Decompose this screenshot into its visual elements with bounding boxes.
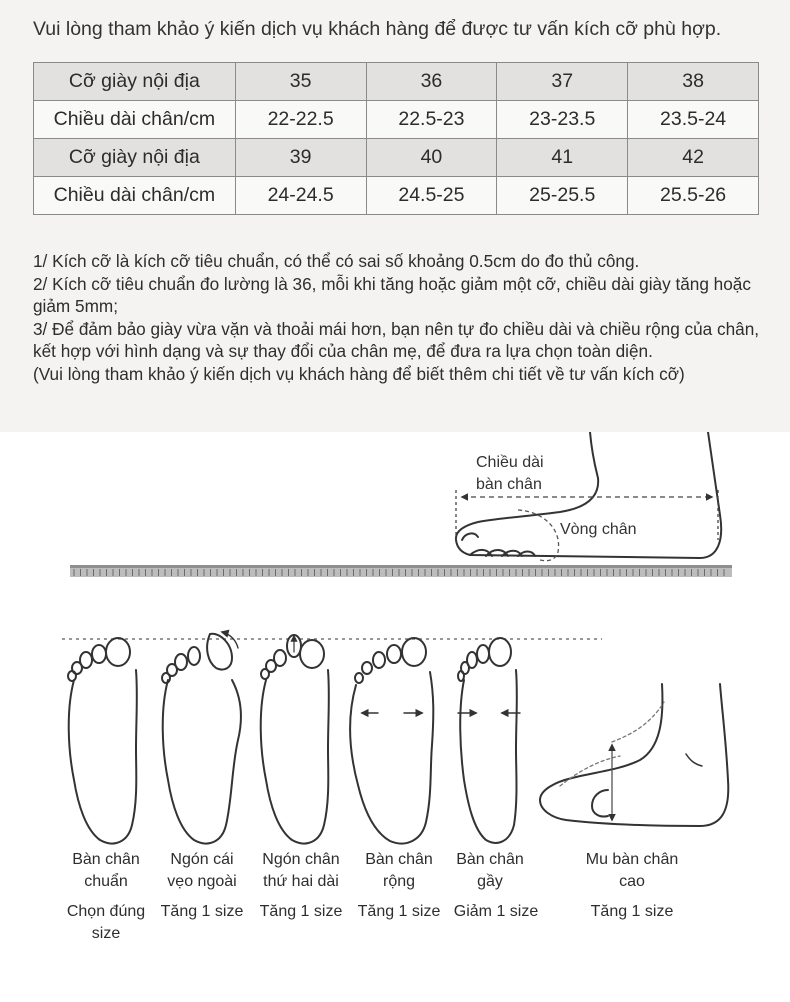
size-advice	[249, 901, 353, 923]
advice-line: Giảm 1 size	[453, 903, 539, 920]
caption-line: Mu bàn chân	[585, 851, 679, 868]
table-cell: Chiều dài chân/cm	[34, 101, 236, 139]
table-cell: 24.5-25	[366, 177, 497, 215]
table-cell: 41	[497, 139, 628, 177]
wide-foot-drawing	[350, 638, 433, 844]
caption-line: rộng	[382, 873, 416, 890]
table-cell: 23.5-24	[628, 101, 759, 139]
note-3: 3/ Để đảm bảo giày vừa vặn và thoải mái hơn, bạn nên tự đo chiều dài và chiều rộng của chân, kết hợp với hình dạng và sự thay đổi của chân mẹ, để đưa ra lựa chọn toàn diện.	[33, 318, 760, 361]
table-row	[34, 177, 759, 215]
foot-type-caption	[249, 849, 353, 893]
foot-type-caption	[438, 849, 542, 893]
size-advice	[580, 901, 684, 923]
caption-line: Ngón chân	[262, 851, 340, 868]
caption-line: Bàn chân	[456, 851, 524, 868]
length-label-line: bàn chân	[476, 476, 542, 493]
table-cell: 22.5-23	[366, 101, 497, 139]
table-row	[34, 63, 759, 101]
advice-line: Tăng 1 size	[590, 903, 674, 920]
table-cell: 25.5-26	[628, 177, 759, 215]
caption-line: thứ hai dài	[263, 873, 339, 890]
size-advice	[347, 901, 451, 923]
length-label-line: Chiều dài	[476, 454, 544, 471]
caption-line: cao	[619, 873, 645, 890]
foot-type-caption	[347, 849, 451, 893]
note-4: (Vui lòng tham khảo ý kiến dịch vụ khách hàng để biết thêm chi tiết về tư vấn kích cỡ)	[33, 363, 685, 384]
long-second-toe-foot-drawing	[261, 635, 329, 844]
table-cell: Cỡ giày nội địa	[34, 63, 236, 101]
table-cell: 42	[628, 139, 759, 177]
length-label	[476, 452, 544, 496]
caption-line: Ngón cái	[170, 851, 234, 868]
standard-foot-drawing	[68, 638, 137, 844]
narrow-foot-drawing	[458, 638, 520, 843]
caption-line: chuẩn	[84, 873, 128, 890]
table-cell: 39	[235, 139, 366, 177]
caption-line: gầy	[477, 873, 503, 890]
table-row	[34, 139, 759, 177]
size-advice	[446, 901, 546, 923]
caption-line: Bàn chân	[365, 851, 433, 868]
consult-notice: Vui lòng tham khảo ý kiến dịch vụ khách hàng để được tư vấn kích cỡ phù hợp.	[33, 18, 722, 40]
caption-line: Bàn chân	[72, 851, 140, 868]
foot-type-caption	[150, 849, 254, 893]
table-cell: 38	[628, 63, 759, 101]
ruler-graphic	[70, 565, 732, 577]
advice-line: Tăng 1 size	[259, 903, 343, 920]
bunion-foot-drawing	[162, 632, 241, 844]
table-cell: Cỡ giày nội địa	[34, 139, 236, 177]
note-1: 1/ Kích cỡ là kích cỡ tiêu chuẩn, có thể có sai số khoảng 0.5cm do đo thủ công.	[33, 251, 640, 271]
table-cell: 40	[366, 139, 497, 177]
size-table	[33, 62, 759, 215]
table-cell: 22-22.5	[235, 101, 366, 139]
advice-line: size	[91, 925, 121, 942]
table-cell: 36	[366, 63, 497, 101]
advice-line: Tăng 1 size	[357, 903, 441, 920]
advice-line: Tăng 1 size	[160, 903, 244, 920]
table-cell: 25-25.5	[497, 177, 628, 215]
advice-line: Chọn đúng	[66, 903, 146, 920]
note-2: 2/ Kích cỡ tiêu chuẩn đo lường là 36, mỗi khi tăng hoặc giảm một cỡ, chiều dài giày tăng hoặc giảm 5mm;	[33, 273, 751, 316]
girth-label: Vòng chân	[560, 521, 637, 538]
table-row	[34, 101, 759, 139]
caption-line: vẹo ngoài	[167, 873, 237, 890]
high-instep-foot-drawing	[540, 684, 728, 826]
table-cell: Chiều dài chân/cm	[34, 177, 236, 215]
table-cell: 24-24.5	[235, 177, 366, 215]
size-advice	[50, 901, 162, 945]
table-cell: 23-23.5	[497, 101, 628, 139]
size-advice	[150, 901, 254, 923]
foot-type-caption	[54, 849, 158, 893]
size-notes	[33, 250, 773, 385]
table-cell: 37	[497, 63, 628, 101]
foot-type-caption	[566, 849, 698, 893]
table-cell: 35	[235, 63, 366, 101]
